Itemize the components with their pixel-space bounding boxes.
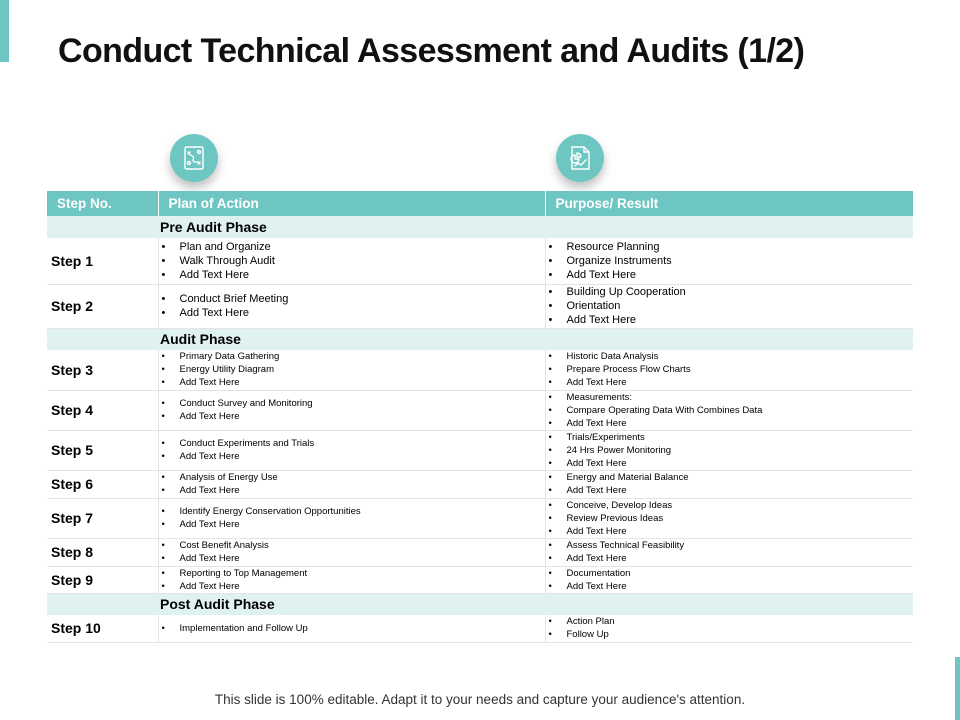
- result-cell: [545, 284, 913, 328]
- list-item: • Add Text Here: [549, 268, 914, 282]
- result-cell: [545, 238, 913, 284]
- list-item: • Orientation: [549, 299, 914, 313]
- list-item: • Add Text Here: [549, 313, 914, 327]
- list-item: • Action Plan: [549, 615, 914, 628]
- result-cell: [545, 390, 913, 430]
- list-item: • Add Text Here: [162, 306, 545, 320]
- list-item: • Review Previous Ideas: [549, 512, 914, 525]
- plan-list: [159, 437, 545, 463]
- step-number: Step 4: [47, 390, 158, 430]
- list-item: • Add Text Here: [162, 410, 545, 423]
- plan-cell: [158, 430, 545, 470]
- result-cell: [545, 430, 913, 470]
- list-item: • Conduct Brief Meeting: [162, 292, 545, 306]
- list-item: • Conduct Experiments and Trials: [162, 437, 545, 450]
- plan-cell: [158, 284, 545, 328]
- plan-cell: [158, 470, 545, 498]
- list-item: • Add Text Here: [549, 417, 914, 430]
- list-item: • Measurements:: [549, 391, 914, 404]
- plan-list: [159, 240, 545, 282]
- plan-list: [159, 622, 545, 635]
- step-number: Step 7: [47, 498, 158, 538]
- phase-cell: [47, 593, 913, 615]
- list-item: • Add Text Here: [162, 552, 545, 565]
- list-item: • Add Text Here: [162, 580, 545, 593]
- list-item: • Organize Instruments: [549, 254, 914, 268]
- plan-cell: [158, 615, 545, 642]
- step-number: Step 2: [47, 284, 158, 328]
- step-number: Step 8: [47, 538, 158, 566]
- plan-cell: [158, 538, 545, 566]
- step-number: Step 9: [47, 566, 158, 593]
- phase-cell: [47, 216, 913, 238]
- list-item: • Add Text Here: [549, 552, 914, 565]
- list-item: • Plan and Organize: [162, 240, 545, 254]
- list-item: • Conduct Survey and Monitoring: [162, 397, 545, 410]
- plan-list: [159, 292, 545, 320]
- table-row: [47, 350, 913, 390]
- plan-list: [159, 471, 545, 497]
- list-item: • Walk Through Audit: [162, 254, 545, 268]
- table-row: [47, 538, 913, 566]
- result-cell: [545, 538, 913, 566]
- table-row: [47, 498, 913, 538]
- table-row: [47, 615, 913, 642]
- plan-list: [159, 567, 545, 593]
- result-list: [546, 539, 914, 565]
- header-step-no: Step No.: [47, 191, 158, 216]
- header-plan-of-action: Plan of Action: [158, 191, 545, 216]
- strategy-board-icon: [170, 134, 218, 182]
- result-list: [546, 391, 914, 430]
- result-cell: [545, 350, 913, 390]
- table-row: [47, 470, 913, 498]
- phase-row: [47, 593, 913, 615]
- list-item: • Documentation: [549, 567, 914, 580]
- table-row: [47, 430, 913, 470]
- list-item: • Add Text Here: [162, 484, 545, 497]
- plan-cell: [158, 238, 545, 284]
- plan-cell: [158, 566, 545, 593]
- result-list: [546, 615, 914, 641]
- list-item: • Prepare Process Flow Charts: [549, 363, 914, 376]
- footer-note: This slide is 100% editable. Adapt it to your needs and capture your audience's attention.: [214, 692, 746, 707]
- list-item: • Analysis of Energy Use: [162, 471, 545, 484]
- audit-steps-table: [47, 191, 913, 643]
- phase-title: Pre Audit Phase: [160, 219, 267, 235]
- table-row: [47, 566, 913, 593]
- list-item: • Add Text Here: [549, 580, 914, 593]
- list-item: • Energy Utility Diagram: [162, 363, 545, 376]
- list-item: • Resource Planning: [549, 240, 914, 254]
- result-cell: [545, 470, 913, 498]
- result-list: [546, 567, 914, 593]
- list-item: • Conceive, Develop Ideas: [549, 499, 914, 512]
- table-header-row: [47, 191, 913, 216]
- phase-title: Audit Phase: [160, 331, 241, 348]
- result-cell: [545, 498, 913, 538]
- list-item: • Compare Operating Data With Combines Data: [549, 404, 914, 417]
- step-number: Step 1: [47, 238, 158, 284]
- list-item: • Add Text Here: [549, 484, 914, 497]
- list-item: • Trials/Experiments: [549, 431, 914, 444]
- list-item: • Building Up Cooperation: [549, 285, 914, 299]
- result-cell: [545, 615, 913, 642]
- step-number: Step 10: [47, 615, 158, 642]
- list-item: • 24 Hrs Power Monitoring: [549, 444, 914, 457]
- plan-list: [159, 539, 545, 565]
- list-item: • Add Text Here: [162, 376, 545, 389]
- header-purpose-result: Purpose/ Result: [545, 191, 913, 216]
- table-row: [47, 284, 913, 328]
- list-item: • Historic Data Analysis: [549, 350, 914, 363]
- plan-list: [159, 397, 545, 423]
- list-item: • Assess Technical Feasibility: [549, 539, 914, 552]
- plan-cell: [158, 390, 545, 430]
- list-item: • Add Text Here: [549, 376, 914, 389]
- right-accent-bar: [955, 657, 960, 720]
- result-list: [546, 431, 914, 470]
- result-cell: [545, 566, 913, 593]
- analytics-report-icon: [556, 134, 604, 182]
- phase-cell: [47, 328, 913, 350]
- result-list: [546, 471, 914, 497]
- plan-cell: [158, 498, 545, 538]
- phase-row: [47, 328, 913, 350]
- list-item: • Implementation and Follow Up: [162, 622, 545, 635]
- list-item: • Add Text Here: [162, 450, 545, 463]
- list-item: • Identify Energy Conservation Opportunities: [162, 505, 545, 518]
- plan-list: [159, 350, 545, 389]
- result-list: [546, 240, 914, 282]
- list-item: • Add Text Here: [162, 518, 545, 531]
- list-item: • Energy and Material Balance: [549, 471, 914, 484]
- result-list: [546, 285, 914, 327]
- list-item: • Add Text Here: [549, 525, 914, 538]
- plan-list: [159, 505, 545, 531]
- step-number: Step 6: [47, 470, 158, 498]
- list-item: • Add Text Here: [162, 268, 545, 282]
- list-item: • Primary Data Gathering: [162, 350, 545, 363]
- result-list: [546, 350, 914, 389]
- phase-title: Post Audit Phase: [160, 596, 275, 613]
- page-title: Conduct Technical Assessment and Audits (1/2): [58, 32, 805, 70]
- list-item: • Reporting to Top Management: [162, 567, 545, 580]
- phase-row: [47, 216, 913, 238]
- result-list: [546, 499, 914, 538]
- list-item: • Cost Benefit Analysis: [162, 539, 545, 552]
- plan-cell: [158, 350, 545, 390]
- list-item: • Follow Up: [549, 628, 914, 641]
- step-number: Step 3: [47, 350, 158, 390]
- table-row: [47, 238, 913, 284]
- left-accent-bar: [0, 0, 9, 62]
- step-number: Step 5: [47, 430, 158, 470]
- list-item: • Add Text Here: [549, 457, 914, 470]
- table-row: [47, 390, 913, 430]
